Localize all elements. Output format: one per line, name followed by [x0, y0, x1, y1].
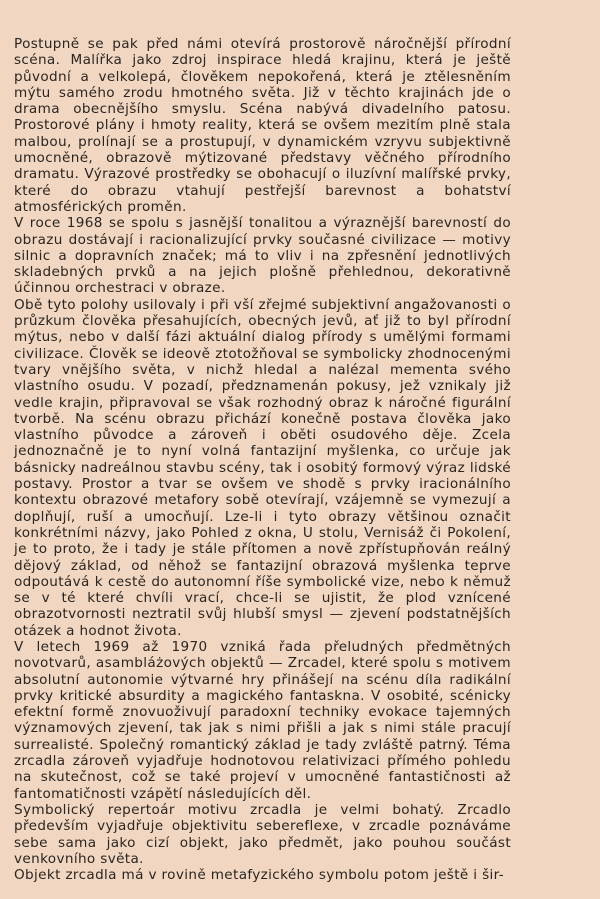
paragraph-6: Objekt zrcadla má v rovině metafyzického symbolu potom ještě i šir- — [14, 867, 504, 884]
paragraph-1: Postupně se pak před námi otevírá prostorově náročnější přírodní scéna. Malířka jako zdroj inspirace hledá krajinu, která je ještě původní a velkolepá, člověkem nepokořená, která je ztělesněním mýtu samého zrodu hmotného světa. Již v těchto krajinách jde o drama obecnějšího smyslu. Scéna nabývá divadelního patosu. Prostorové plány i hmoty reality, která se ovšem mezitím plně stala malbou, prolínají se a prostupují, v dynamickém vzryvu subjektivně umocněné, obrazově mýtizované představy věčného přírodního dramatu. Výrazové prostředky se obohacují o iluzívní malířské prvky, které do obrazu vtahují pestřejší barevnost a bohatství atmosférických proměn. — [14, 36, 511, 215]
paragraph-3: Obě tyto polohy usilovaly i při vší zřejmé subjektivní angažovanosti o průzkum člověka přesahujících, obecných jevů, ať již to byl přírodní mýtus, nebo v další fázi aktuální dialog přírody s umělými formami civilizace. Člověk se ideově ztotožňoval se symbolicky zhodnocenými tvary vnějšího světa, v nichž hledal a nalézal mementa svého vlastního osudu. V pozadí, předznamenán pokusy, jež vznikaly již vedle krajin, připravoval se však rozhodný obraz k náročné figurální tvorbě. Na scénu obrazu přichází konečně postava člověka jako vlastního původce a zároveň i oběti osudového děje. Zcela jednoznačně je to nyní volná fantazijní myšlenka, co určuje jak básnicky nadreálnou stavbu scény, tak i osobitý formový výraz lidské postavy. Prostor a tvar se ovšem ve shodě s prvky iracionálního kontextu obrazové metafory sobě otevírají, vzájemně se vymezují a doplňují, ruší a umocňují. Lze-li i tyto obrazy většinou označit konkrétními názvy, jako Pohled z okna, U stolu, Vernisáž či Pokolení, je to proto, že i tady je stále přítomen a nově zpřístupňován reálný dějový základ, od něhož se fantazijní obrazová myšlenka teprve odpoutává k cestě do autonomní říše symbolické vize, nebo k němuž se v té které chvíli vrací, chce-li se ujistit, že plod vznícené obrazotvornosti neztratil svůj hlubší smysl — zjevení podstatnějších otázek a hodnot života. — [14, 296, 511, 639]
paragraph-4: V letech 1969 až 1970 vzniká řada přeludných předmětných novotvarů, asambláżových objektů — Zrcadel, které spolu s motivem absolutní autonomie výtvarné hry přinášejí na scénu díla radikální prvky kritické absurdity a magického fantaskna. V osobité, scénicky efektní formě znovuoživují paradoxní techniky evokace tajemných významových zjevení, tak jak s nimi přišli a jak s nimi stále pracují surrealisté. Společný romantický základ je tady zvláště patrný. Téma zrcadla zároveň vyjadřuje hodnotovou relativizaci přímého pohledu na skutečnost, což se také projeví v umocněné fantastičnosti až fantomatičnosti vzápětí následujících děl. — [14, 638, 511, 802]
paragraph-5: Symbolický repertoár motivu zrcadla je velmi bohatý. Zrcadlo především vyjadřuje objektivitu sebereflexe, v zrcadle poznáváme sebe sama jako cizí objekt, jako předmět, jako pouhou součást venkovního světa. — [14, 801, 511, 867]
paragraph-2: V roce 1968 se spolu s jasnější tonalitou a výraznější barevností do obrazu dostávají i racionalizující prvky současné civilizace — motivy silnic a dopravních značek; má to vliv i na zpřesnění jednotlivých skladebných prvků a na jejich plošně přehlednou, dekorativně účinnou orchestraci v obraze. — [14, 215, 511, 297]
